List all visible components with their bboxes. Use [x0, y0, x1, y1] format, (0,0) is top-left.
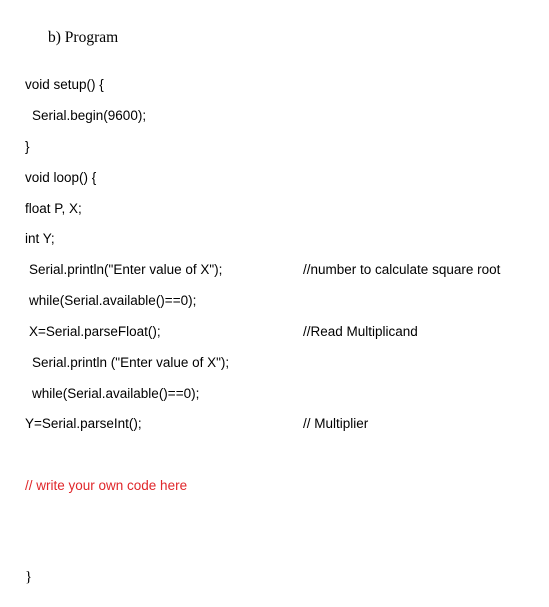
- comment-multiplier: // Multiplier: [303, 416, 369, 431]
- code-line-setup-close: }: [25, 139, 30, 154]
- code-line-while-2: while(Serial.available()==0);: [32, 386, 200, 401]
- code-line-setup: void setup() {: [25, 77, 104, 92]
- code-line-loop-close: }: [25, 569, 33, 585]
- code-line-parse-int: Y=Serial.parseInt();: [25, 416, 142, 431]
- code-line-loop: void loop() {: [25, 170, 97, 185]
- code-line-write-your-own: // write your own code here: [25, 478, 188, 493]
- code-line-int-decl: int Y;: [25, 231, 55, 246]
- code-line-serial-begin: Serial.begin(9600);: [32, 108, 147, 123]
- code-line-while-1: while(Serial.available()==0);: [29, 293, 197, 308]
- code-line-println-1: Serial.println("Enter value of X");: [29, 262, 223, 277]
- comment-read-multiplicand: //Read Multiplicand: [303, 324, 418, 339]
- code-line-parse-float: X=Serial.parseFloat();: [29, 324, 161, 339]
- comment-square-root: //number to calculate square root: [303, 262, 501, 277]
- program-heading: b) Program: [48, 29, 119, 46]
- code-line-println-2: Serial.println ("Enter value of X");: [32, 355, 230, 370]
- code-line-float-decl: float P, X;: [25, 201, 82, 216]
